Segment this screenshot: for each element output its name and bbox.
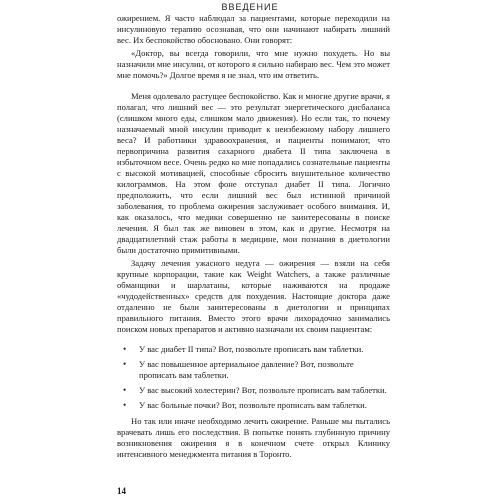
list-item-text: У вас высокий холестерин? Вот, позвольте прописать вам таблетки. — [139, 385, 387, 395]
running-header: ВВЕДЕНИЕ — [221, 2, 279, 12]
page-body — [117, 13, 390, 460]
paragraph-concern: Меня одолевало растущее беспокойство. Как и многие другие врачи, я полагал, что лишний вес — это результат энергетического дисбаланса (слишком много еды, слишком мало движения). Но если так, то почему назначаемый мной инсулин приводит к неизбежному набору лишнего веса? И работники здравоохранения, и пациенты понимают, что первопричина развития сахарного диабета II типа заключена в избыточном весе. Очень редко ко мне попадались сознательные пациенты с высокой мотивацией, способные сбросить внушительное количество килограммов. На этом фоне отступал диабет II типа. Логично предположить, что если лишний вес был истинной причиной заболевания, то проблема ожирения заслуживает особого внимания. И, как оказалось, что медики совершенно не заинтересованы в поиске лечения. Я был так же виновен в этом, как и другие. Несмотря на двадцатилетний стаж работы в медицине, мои познания в диетологии были достаточно примитивными. — [117, 91, 390, 255]
paragraph-continuation: ожирением. Я часто наблюдал за пациентами, которые переходили на инсулиновую терапию осознавая, что они начинают набирать лишний вес. Их беспокойство обосновано. Они говорят: — [117, 13, 390, 45]
paragraph-corporations: Задачу лечения ужасного недуга — ожирения — взяли на себя крупные корпорации, такие как Weight Watchers, а также различные обманщики и шарлатаны, которые наживаются на продаже «чудодейственных» средств для похудения. Настоящие доктора даже отдаленно не были заинтересованы в диетологии и принципах правильного питания. Вместо этого врачи лихорадочно занимались поиском новых препаратов и активно назначали их своим пациентам: — [117, 258, 390, 334]
page-number: 14 — [117, 486, 126, 496]
list-item — [117, 344, 390, 355]
bullet-icon: • — [123, 359, 127, 369]
pill-prescription-list — [117, 344, 390, 411]
list-item-text: У вас больные почки? Вот, позвольте прописать вам таблетки. — [139, 400, 367, 410]
bullet-icon: • — [123, 385, 127, 395]
list-item — [117, 359, 390, 381]
list-item-text: У вас повышенное артериальное давление? Вот, позвольте прописать вам таблетки. — [139, 359, 354, 380]
bullet-icon: • — [123, 344, 127, 354]
paragraph-patient-quote: «Доктор, вы всегда говорили, что мне нужно похудеть. Но вы назначили мне инсулин, от которого я сильно набираю вес. Чем это может мне помочь?» Долгое время я не знал, что им ответить. — [117, 48, 390, 80]
list-item — [117, 385, 390, 396]
bullet-icon: • — [123, 400, 127, 410]
list-item — [117, 400, 390, 411]
list-item-text: У вас диабет II типа? Вот, позвольте прописать вам таблетки. — [139, 344, 364, 354]
paragraph-clinic: Но так или иначе необходимо лечить ожирение. Раньше мы пытались врачевать лишь его последствия. В попытке понять глубинную причину возникновения ожирения я в конечном счете открыл Клинику интенсивного менеджмента питания в Торонто. — [117, 416, 390, 459]
